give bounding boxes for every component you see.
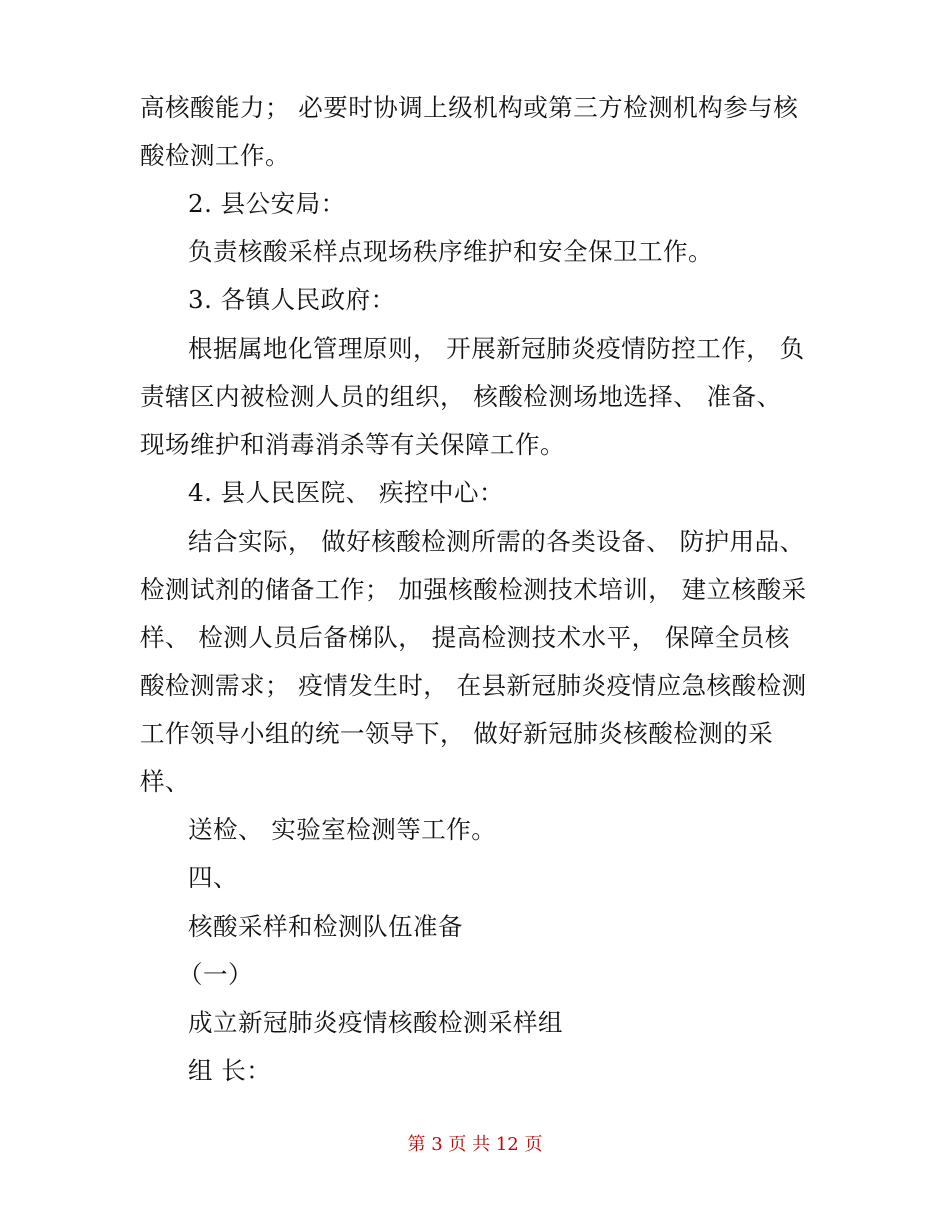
text-line: 工作领导小组的统一领导下， 做好新冠肺炎核酸检测的采 <box>140 719 774 748</box>
text-line: 高核酸能力； 必要时协调上级机构或第三方检测机构参与核 <box>140 93 799 122</box>
text-line: 样、 检测人员后备梯队， 提高检测技术水平， 保障全员核 <box>140 623 790 652</box>
text-line: 组 长： <box>188 1056 272 1085</box>
text-line: 检测试剂的储备工作； 加强核酸检测技术培训， 建立核酸采 <box>140 575 807 604</box>
text-line: 负责核酸采样点现场秩序维护和安全保卫工作。 <box>188 237 713 266</box>
section-heading: 四、 <box>188 863 238 892</box>
text-line: 根据属地化管理原则， 开展新冠肺炎疫情防控工作， 负 <box>188 334 805 363</box>
text-line: 结合实际， 做好核酸检测所需的各类设备、 防护用品、 <box>188 527 805 556</box>
subsection-heading: 成立新冠肺炎疫情核酸检测采样组 <box>188 1008 563 1037</box>
section-heading: 2. 县公安局： <box>188 189 346 218</box>
section-heading: 3. 各镇人民政府： <box>188 285 396 314</box>
section-heading: 4. 县人民医院、 疾控中心： <box>188 478 504 507</box>
text-line: 样、 <box>140 767 190 796</box>
section-heading: 核酸采样和检测队伍准备 <box>188 912 463 941</box>
text-line: 酸检测需求； 疫情发生时， 在县新冠肺炎疫情应急核酸检测 <box>140 671 807 700</box>
text-line: 现场维护和消毒消杀等有关保障工作。 <box>140 430 565 459</box>
text-line: 责辖区内被检测人员的组织， 核酸检测场地选择、 准备、 <box>140 382 782 411</box>
text-line: 送检、 实验室检测等工作。 <box>188 815 497 844</box>
subsection-number: （一） <box>178 960 253 989</box>
text-line: 酸检测工作。 <box>140 141 290 170</box>
page-number-footer: 第 3 页 共 12 页 <box>407 1134 543 1155</box>
